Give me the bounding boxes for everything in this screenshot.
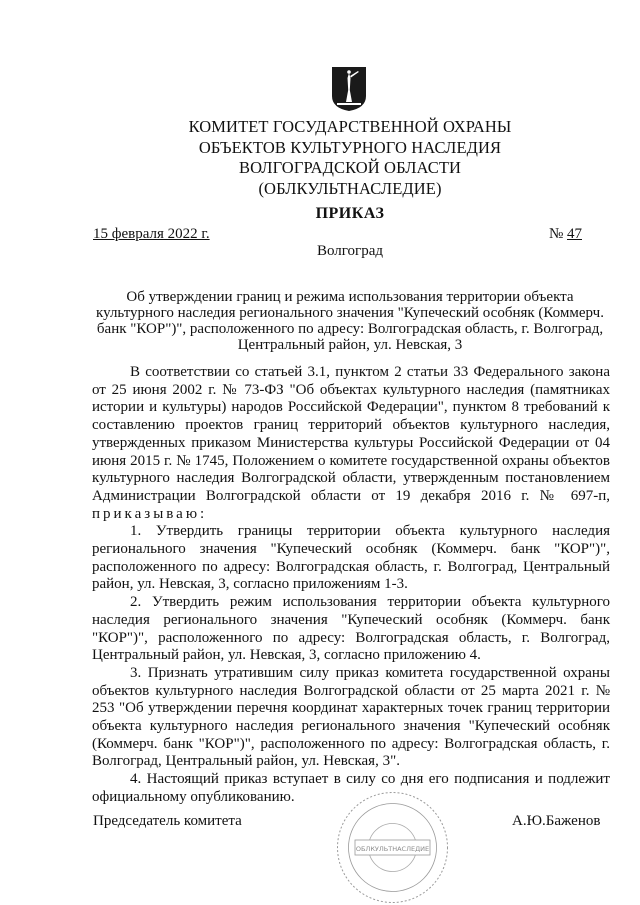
preamble-text: В соответствии со статьей 3.1, пунктом 2 статьи 33 Федерального закона от 25 июня 2002 г. № 73-ФЗ "Об объектах культурного наследия (памятниках истории и культуры) народов Российской Федерации", пунктом 8 требований к составлению проектов границ территорий объектов культурного наследия, утвержденных приказом Министерства культуры Российской Федерации от 04 июня 2015 г. № 1745, Положением о комитете государственной охраны объектов культурного наследия Волгоградской области, утвержденным постановлением Администрации Волгоградской области от 19 декабря 2016 г. № 697-п, (92, 364, 610, 504)
order-title: ПРИКАЗ (315, 205, 385, 222)
org-line: ВОЛГОГРАДСКОЙ ОБЛАСТИ (238, 158, 462, 177)
order-number-value: 47 (567, 226, 582, 242)
volgograd-coat-of-arms-icon (331, 66, 367, 112)
seal-text: ОБЛКУЛЬТНАСЛЕДИЕ (355, 845, 430, 853)
order-number-prefix: № (548, 226, 564, 242)
order-body (92, 364, 610, 807)
signatory-name: А.Ю.Баженов (512, 813, 601, 829)
order-date: 15 февраля 2022 г. (93, 226, 210, 242)
subject-line: Об утверждении границ и режима использования территории объекта (126, 289, 574, 305)
org-line: КОМИТЕТ ГОСУДАРСТВЕННОЙ ОХРАНЫ (188, 117, 512, 136)
orders-word: приказываю: (92, 505, 208, 522)
official-seal (335, 790, 450, 905)
signatory-role: Председатель комитета (93, 813, 242, 829)
subject-line: культурного наследия регионального значения "Купеческий особняк (Коммерч. (96, 305, 604, 321)
org-line: (ОБЛКУЛЬТНАСЛЕДИЕ) (258, 178, 442, 198)
order-item: 2. Утвердить режим использования территории объекта культурного наследия регионального значения "Купеческий особняк (Коммерч. банк "КОР")", расположенного по адресу: Волгоградская область, г. Волгоград, Центральный район, ул. Невская, 3, согласно приложению 4. (92, 594, 610, 664)
order-item: 4. Настоящий приказ вступает в силу со дня его подписания и подлежит официальному опубликованию. (92, 771, 610, 805)
order-city: Волгоград (316, 243, 383, 259)
subject-line: Центральный район, ул. Невская, 3 (237, 337, 463, 353)
organization-name (150, 117, 550, 199)
org-line: ОБЪЕКТОВ КУЛЬТУРНОГО НАСЛЕДИЯ (198, 137, 502, 157)
order-item: 1. Утвердить границы территории объекта культурного наследия регионального значения "Купеческий особняк (Коммерч. банк "КОР")", расположенного по адресу: Волгоградская область, г. Волгоград, Центральный район, ул. Невская, 3, согласно приложениям 1-3. (92, 523, 610, 593)
order-subject (80, 289, 620, 353)
preamble-paragraph (92, 364, 610, 523)
order-number (549, 226, 582, 243)
order-item: 3. Признать утратившим силу приказ комитета государственной охраны объектов культурного наследия Волгоградской области от 25 марта 2021 г. № 253 "Об утверждении перечня координат характерных точек границ территории объекта культурного наследия регионального значения "Купеческий особняк (Коммерч. банк "КОР")", расположенного по адресу: Волгоградская область, г. Волгоград, Центральный район, ул. Невская, 3". (92, 664, 610, 770)
subject-line: банк "КОР")", расположенного по адресу: Волгоградская область, г. Волгоград, (96, 321, 604, 337)
